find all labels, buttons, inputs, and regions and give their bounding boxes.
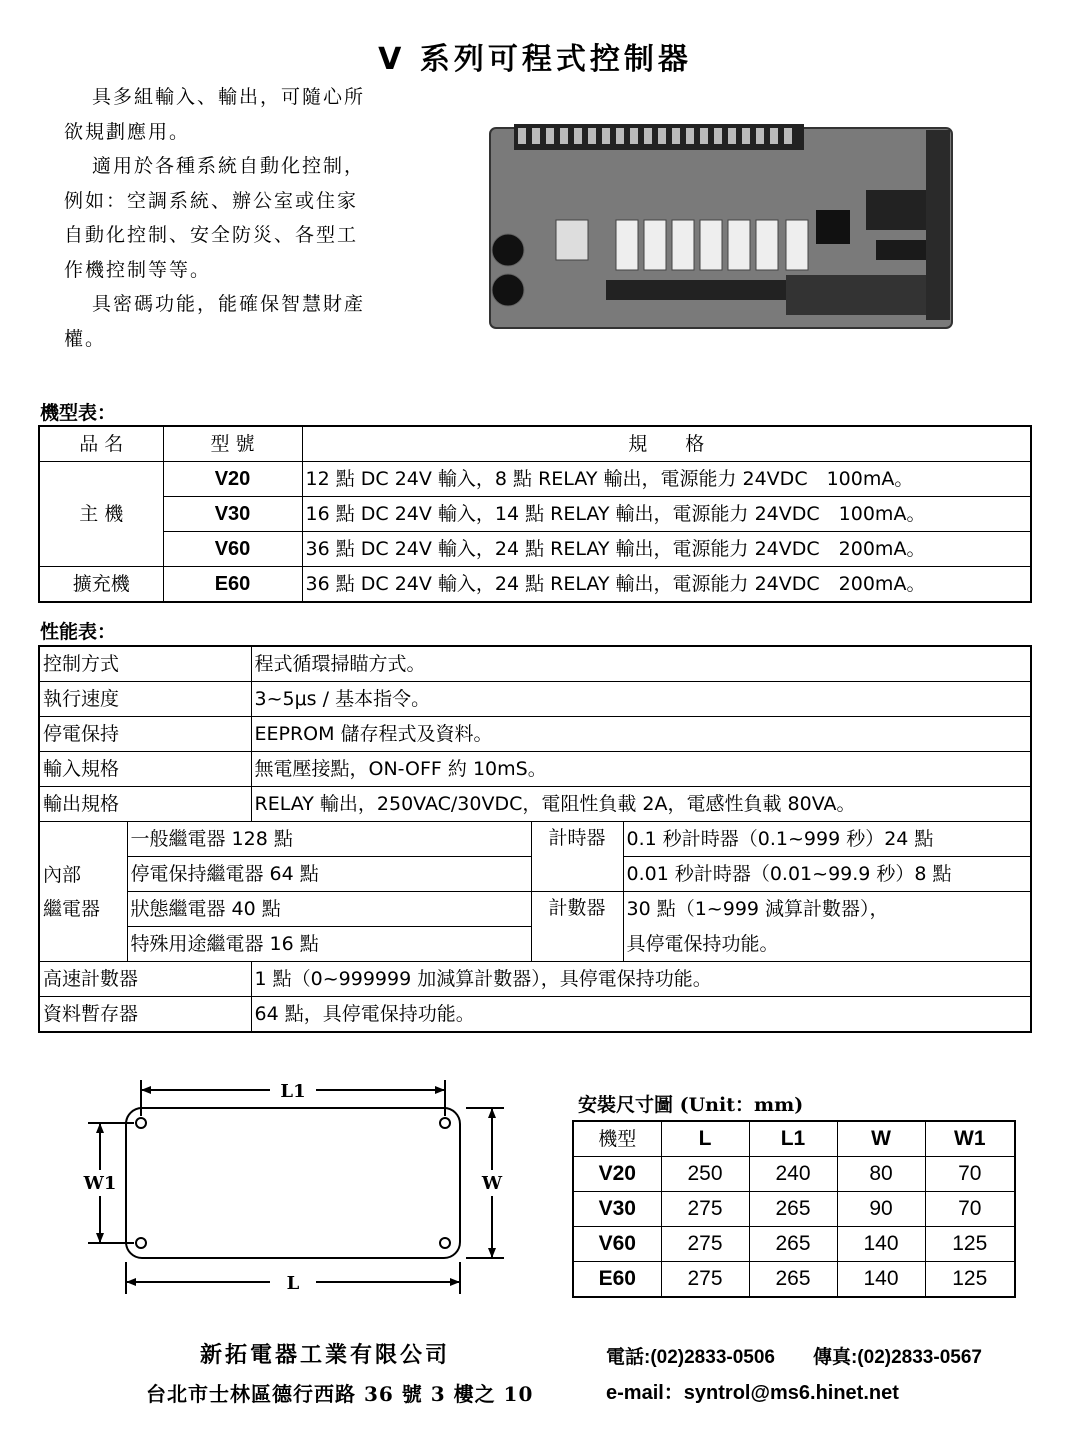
perf-section-heading: 性能表： <box>40 621 117 643</box>
table-row <box>39 962 1031 997</box>
table-row <box>39 892 1031 927</box>
l-label: L <box>286 1273 300 1294</box>
intro-line: 具多組輸入、輸出，可隨心所 <box>92 86 366 108</box>
table-cell: 125 <box>925 1227 1015 1262</box>
intro-line: 具密碼功能，能確保智慧財產 <box>92 293 366 315</box>
timer-item: 0.1 秒計時器（0.1~999 秒）24 點 <box>623 822 1031 857</box>
table-row <box>39 822 1031 857</box>
intro-text <box>64 80 404 356</box>
table-cell: 275 <box>661 1262 749 1298</box>
group-main: 主 機 <box>39 462 163 567</box>
intro-line: 自動化控制、安全防災、各型工 <box>64 224 359 246</box>
table-row <box>39 462 1031 497</box>
header-cell: W <box>837 1121 925 1157</box>
model-cell: V20 <box>163 462 302 497</box>
intro-line: 權。 <box>64 327 107 350</box>
relay-item: 一般繼電器 128 點 <box>127 822 531 857</box>
relay-label-1: 內部 <box>43 863 82 886</box>
perf-key: 輸入規格 <box>39 752 251 787</box>
perf-key: 停電保持 <box>39 717 251 752</box>
table-cell: 240 <box>749 1157 837 1192</box>
table-cell: E60 <box>573 1262 661 1298</box>
header-cell: 機型 <box>573 1121 661 1157</box>
spec-cell: 36 點 DC 24V 輸入，24 點 RELAY 輸出，電源能力 24VDC 200mA。 <box>302 567 1031 603</box>
w-label: W <box>481 1173 503 1194</box>
table-cell: 265 <box>749 1262 837 1298</box>
table-row <box>39 646 1031 682</box>
spec-cell: 12 點 DC 24V 輸入，8 點 RELAY 輸出，電源能力 24VDC 100mA。 <box>302 462 1031 497</box>
table-cell: 265 <box>749 1227 837 1262</box>
perf-value: 程式循環掃瞄方式。 <box>251 646 1031 682</box>
page-title: V 系列可程式控制器 <box>378 42 692 77</box>
table-cell: V60 <box>573 1227 661 1262</box>
table-row <box>39 997 1031 1033</box>
mounting-drawing <box>80 1072 520 1302</box>
company-address: 台北市士林區德行西路 36 號 3 樓之 10 <box>146 1382 534 1406</box>
table-cell: 265 <box>749 1192 837 1227</box>
table-row <box>39 752 1031 787</box>
table-cell: 275 <box>661 1192 749 1227</box>
model-cell: V60 <box>163 532 302 567</box>
perf-value: EEPROM 儲存程式及資料。 <box>251 717 1031 752</box>
relay-label-2: 繼電器 <box>43 897 101 920</box>
table-cell: 70 <box>925 1192 1015 1227</box>
table-row <box>573 1121 1015 1157</box>
spec-cell: 16 點 DC 24V 輸入，14 點 RELAY 輸出，電源能力 24VDC 100mA。 <box>302 497 1031 532</box>
table-cell: 70 <box>925 1157 1015 1192</box>
perf-value: RELAY 輸出，250VAC/30VDC，電阻性負載 2A，電感性負載 80VA。 <box>251 787 1031 822</box>
w1-label: W1 <box>83 1173 117 1194</box>
table-row <box>573 1157 1015 1192</box>
header-cell: 規 格 <box>302 426 1031 462</box>
table-row <box>39 426 1031 462</box>
dim-title: 安裝尺寸圖 (Unit：mm) <box>578 1094 804 1116</box>
group-ext: 擴充機 <box>39 567 163 603</box>
table-row <box>573 1262 1015 1298</box>
table-row <box>39 532 1031 567</box>
table-cell: V30 <box>573 1192 661 1227</box>
header-cell: W1 <box>925 1121 1015 1157</box>
header-cell: L <box>661 1121 749 1157</box>
intro-line: 作機控制等等。 <box>64 258 212 281</box>
table-cell: 250 <box>661 1157 749 1192</box>
intro-line: 適用於各種系統自動化控制， <box>92 155 366 177</box>
perf-value: 64 點，具停電保持功能。 <box>251 997 1031 1033</box>
timer-label: 計時器 <box>531 822 623 892</box>
company-name: 新拓電器工業有限公司 <box>200 1342 451 1368</box>
relay-item: 特殊用途繼電器 16 點 <box>127 927 531 962</box>
perf-key: 資料暫存器 <box>39 997 251 1033</box>
header-cell: 品 名 <box>39 426 163 462</box>
table-row <box>39 717 1031 752</box>
perf-key: 執行速度 <box>39 682 251 717</box>
counter-label: 計數器 <box>531 892 623 962</box>
dimension-table <box>572 1120 1016 1298</box>
counter-item: 具停電保持功能。 <box>623 927 1031 962</box>
table-cell: V20 <box>573 1157 661 1192</box>
perf-value: 無電壓接點，ON-OFF 約 10mS。 <box>251 752 1031 787</box>
perf-key: 高速計數器 <box>39 962 251 997</box>
table-cell: 140 <box>837 1227 925 1262</box>
table-row <box>573 1192 1015 1227</box>
model-cell: E60 <box>163 567 302 603</box>
table-row <box>573 1227 1015 1262</box>
perf-key: 輸出規格 <box>39 787 251 822</box>
relay-label <box>39 822 127 962</box>
l1-label: L1 <box>280 1081 306 1102</box>
table-row <box>39 497 1031 532</box>
model-cell: V30 <box>163 497 302 532</box>
intro-line: 例如：空調系統、辦公室或住家 <box>64 189 359 212</box>
header-cell: L1 <box>749 1121 837 1157</box>
relay-item: 停電保持繼電器 64 點 <box>127 857 531 892</box>
spec-cell: 36 點 DC 24V 輸入，24 點 RELAY 輸出，電源能力 24VDC 200mA。 <box>302 532 1031 567</box>
header-cell: 型 號 <box>163 426 302 462</box>
email: e-mail：syntrol@ms6.hinet.net <box>606 1382 899 1404</box>
table-row <box>39 682 1031 717</box>
perf-value: 1 點（0~999999 加減算計數器），具停電保持功能。 <box>251 962 1031 997</box>
table-row <box>39 567 1031 603</box>
perf-key: 控制方式 <box>39 646 251 682</box>
model-section-heading: 機型表： <box>40 402 117 424</box>
relay-item: 狀態繼電器 40 點 <box>127 892 531 927</box>
table-row <box>39 787 1031 822</box>
intro-line: 欲規劃應用。 <box>64 120 191 143</box>
table-cell: 80 <box>837 1157 925 1192</box>
table-cell: 90 <box>837 1192 925 1227</box>
performance-table <box>38 645 1032 1033</box>
table-cell: 125 <box>925 1262 1015 1298</box>
timer-item: 0.01 秒計時器（0.01~99.9 秒）8 點 <box>623 857 1031 892</box>
perf-value: 3~5μs / 基本指令。 <box>251 682 1031 717</box>
table-cell: 275 <box>661 1227 749 1262</box>
model-table <box>38 425 1032 603</box>
plc-board-photo <box>486 110 961 350</box>
counter-item: 30 點（1~999 減算計數器）， <box>623 892 1031 927</box>
table-cell: 140 <box>837 1262 925 1298</box>
phone-fax: 電話:(02)2833-0506 傳真:(02)2833-0567 <box>606 1347 982 1368</box>
